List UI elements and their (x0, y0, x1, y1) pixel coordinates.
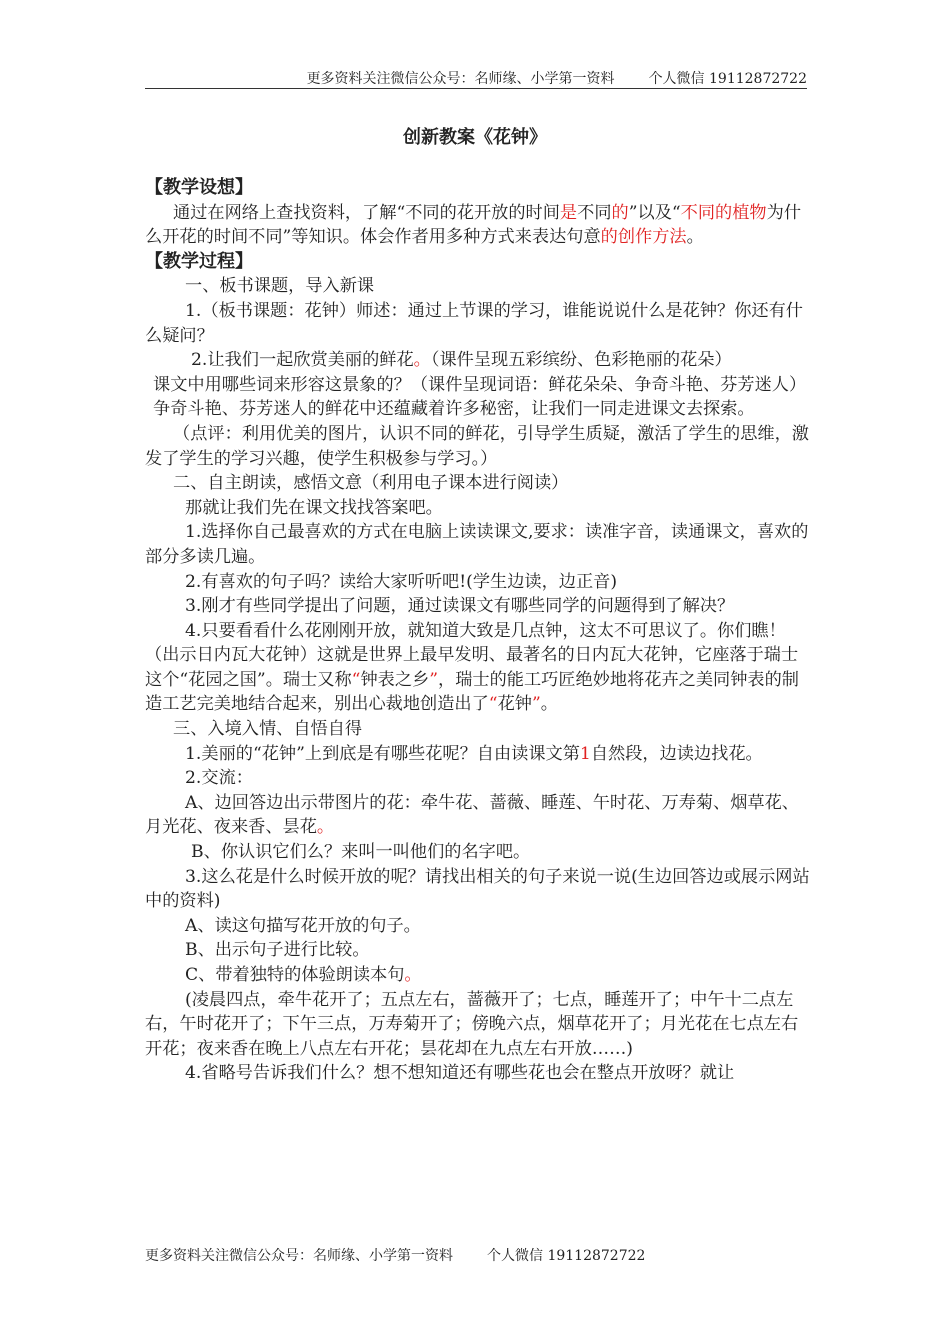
part2-step4: 4.只要看看什么花刚刚开放，就知道大致是几点钟，这太不可思议了。你们瞧！（出示日内瓦大花钟）这就是世界上最早发明、最著名的日内瓦大花钟，它座落于瑞士这个“花园之国”。瑞士又称“钟表之乡”，瑞士的能工巧匠绝妙地将花卉之美同钟表的制造工艺完美地结合起来，别出心裁地创造出了“花钟”。 (145, 620, 799, 715)
section-heading-design: 【教学设想】 (145, 177, 253, 198)
part3-step1: 1.美丽的“花钟”上到底是有哪些花呢？自由读课文第1自然段，边读边找花。 (185, 743, 763, 764)
document-body (145, 176, 810, 1086)
part3-step3a: A、读这句描写花开放的句子。 (185, 915, 421, 936)
part2-title: 二、自主朗读，感悟文意（利用电子课本进行阅读） (173, 473, 569, 494)
header-text: 更多资料关注微信公众号：名师缘、小学第一资料 (306, 71, 615, 87)
part3-step3b: B、出示句子进行比较。 (185, 940, 370, 961)
part3-step2: 2.交流： (185, 768, 253, 789)
header-divider (145, 88, 807, 89)
page-footer (145, 1247, 645, 1265)
header-wechat: 个人微信 19112872722 (648, 71, 807, 87)
part1-step2-cont: 课文中用哪些词来形容这景象的？（课件呈现词语：鲜花朵朵、争奇斗艳、芬芳迷人） 争奇斗艳、芬芳迷人的鲜花中还蕴藏着许多秘密，让我们一同走进课文去探索。 (153, 374, 807, 420)
part3-step3: 3.这么花是什么时候开放的呢？请找出相关的句子来说一说(生边回答边或展示网站中的资料) (145, 866, 810, 912)
part3-step2b: B、你认识它们么？来叫一叫他们的名字吧。 (191, 842, 531, 863)
part3-step4: 4.省略号告诉我们什么？想不想知道还有哪些花也会在整点开放呀？就让 (185, 1063, 735, 1084)
footer-wechat: 个人微信 19112872722 (487, 1248, 646, 1264)
part2-step3: 3.刚才有些同学提出了问题，通过读课文有哪些同学的问题得到了解决？ (185, 596, 735, 617)
footer-text: 更多资料关注微信公众号：名师缘、小学第一资料 (145, 1248, 453, 1264)
document-title: 创新教案《花钟》 (403, 127, 547, 148)
part1-step2: 2.让我们一起欣赏美丽的鲜花。（课件呈现五彩缤纷、色彩艳丽的花朵） (191, 350, 732, 371)
part1-step1: 1.（板书课题：花钟）师述：通过上节课的学习，谁能说说什么是花钟？你还有什么疑问？ (145, 300, 803, 346)
part1-title: 一、板书课题，导入新课 (185, 276, 375, 297)
flower-times-quote: (凌晨四点，牵牛花开了；五点左右，蔷薇开了；七点，睡莲开了；中午十二点左右，午时花开了；下午三点，万寿菊开了；傍晚六点，烟草花开了；月光花在七点左右开花；夜来香在晚上八点左右开花；昙花却在九点左右开放……) (145, 989, 799, 1059)
part2-intro: 那就让我们先在课文找找答案吧。 (185, 497, 443, 518)
part2-step1: 1.选择你自己最喜欢的方式在电脑上读读课文,要求：读准字音，读通课文，喜欢的部分多读几遍。 (145, 522, 809, 567)
part3-title: 三、入境入情、自悟自得 (173, 719, 363, 740)
page-header (145, 70, 807, 90)
teacher-comment: （点评：利用优美的图片，认识不同的鲜花，引导学生质疑，激活了学生的思维，激发了学生的学习兴趣，使学生积极参与学习。） (145, 423, 809, 469)
design-paragraph: 通过在网络上查找资料，了解“不同的花开放的时间是不同的”以及“不同的植物为什么开花的时间不同”等知识。体会作者用多种方式来表达句意的创作方法。 (145, 202, 802, 248)
part2-step2: 2.有喜欢的句子吗？读给大家听听吧!(学生边读，边正音) (185, 571, 618, 592)
part3-step2a: A、边回答边出示带图片的花：牵牛花、蔷薇、睡莲、午时花、万寿菊、烟草花、月光花、夜来香、昙花。 (145, 792, 799, 838)
section-heading-process: 【教学过程】 (145, 250, 253, 272)
part3-step3c: C、带着独特的体验朗读本句。 (185, 965, 422, 985)
